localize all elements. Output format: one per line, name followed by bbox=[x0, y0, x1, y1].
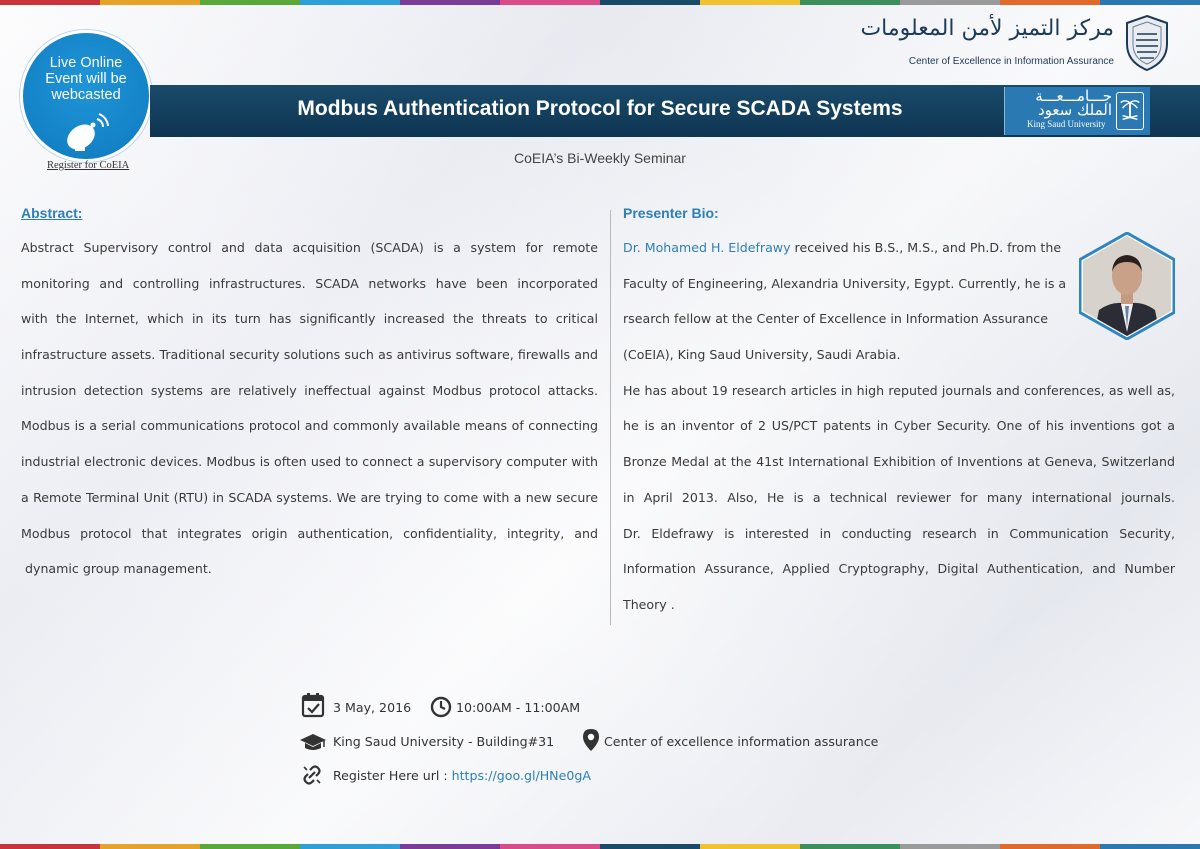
stripe-segment bbox=[600, 844, 700, 849]
stripe-segment bbox=[300, 0, 400, 5]
stripe-segment bbox=[900, 0, 1000, 5]
bio-line: Theory . bbox=[623, 596, 675, 612]
seminar-subtitle: CoEIA’s Bi-Weekly Seminar bbox=[514, 150, 686, 166]
stripe-segment bbox=[1000, 844, 1100, 849]
register-coeia-link[interactable]: Register for CoEIA bbox=[47, 160, 130, 171]
bio-line: Dr. Eldefrawy is interested in conducting research in Communication Security, bbox=[623, 525, 1175, 541]
bottom-color-stripe bbox=[0, 844, 1200, 849]
clock-icon bbox=[430, 696, 452, 718]
live-line-1: Live Online bbox=[49, 55, 123, 71]
stripe-segment bbox=[600, 0, 700, 5]
abstract-heading: Abstract: bbox=[21, 205, 83, 221]
event-date: 3 May, 2016 bbox=[333, 700, 412, 715]
abstract-line: with the Internet, which in its turn has significantly increased the threats to critical bbox=[21, 311, 598, 327]
calendar-icon bbox=[301, 692, 325, 718]
abstract-text bbox=[21, 238, 598, 595]
seminar-title: Modbus Authentication Protocol for Secure SCADA Systems bbox=[297, 97, 903, 120]
stripe-segment bbox=[1000, 0, 1100, 5]
bio-line: Faculty of Engineering, Alexandria University, Egypt. Currently, he is a bbox=[623, 275, 1067, 291]
stripe-segment bbox=[1100, 844, 1200, 849]
presenter-name: Dr. Mohamed H. Eldefrawy bbox=[623, 240, 791, 255]
event-venue: Center of excellence information assurance bbox=[604, 734, 879, 749]
ksu-arabic-line-2: الملك سعود bbox=[1037, 101, 1112, 119]
bio-line-1-rest: received his B.S., M.S., and Ph.D. from the bbox=[790, 240, 1062, 255]
bio-line: in April 2013. Also, He is a technical reviewer for many international journals. bbox=[623, 489, 1175, 505]
live-webcast-badge[interactable] bbox=[20, 30, 152, 162]
abstract-line: Modbus protocol that integrates origin authentication, confidentiality, integrity, and bbox=[21, 525, 598, 541]
abstract-line: dynamic group management. bbox=[25, 561, 212, 577]
ksu-arabic-line-1: جـــامـــعـــة bbox=[1035, 87, 1112, 105]
abstract-line: monitoring and controlling infrastructures. SCADA networks have been incorporated bbox=[21, 275, 598, 291]
stripe-segment bbox=[800, 844, 900, 849]
ksu-logo bbox=[1004, 87, 1150, 135]
coeia-english-name: Center of Excellence in Information Assurance bbox=[908, 56, 1114, 67]
link-icon bbox=[301, 764, 323, 786]
abstract-line: Abstract Supervisory control and data acquisition (SCADA) is a system for remote bbox=[21, 240, 598, 255]
bio-line bbox=[623, 238, 1065, 274]
ksu-english-name: King Saud University bbox=[1027, 119, 1106, 129]
stripe-segment bbox=[200, 844, 300, 849]
presenter-portrait bbox=[1079, 232, 1175, 340]
palm-emblem-icon bbox=[1116, 92, 1144, 130]
stripe-segment bbox=[0, 844, 100, 849]
bio-line: (CoEIA), King Saud University, Saudi Arabia. bbox=[623, 347, 901, 363]
stripe-segment bbox=[900, 844, 1000, 849]
live-line-3: webcasted bbox=[51, 87, 121, 103]
stripe-segment bbox=[800, 0, 900, 5]
register-url-link[interactable]: https://goo.gl/HNe0gA bbox=[451, 768, 591, 783]
graduation-cap-icon bbox=[299, 732, 327, 752]
register-line bbox=[333, 768, 591, 783]
coeia-logo bbox=[860, 14, 1170, 72]
title-banner bbox=[150, 85, 1200, 137]
bio-line: Bronze Medal at the 41st International Exhibition of Inventions at Geneva, Switzerland bbox=[623, 454, 1175, 470]
stripe-segment bbox=[400, 0, 500, 5]
live-line-2: Event will be bbox=[45, 71, 127, 87]
bio-line: Information Assurance, Applied Cryptography, Digital Authentication, and Number bbox=[623, 561, 1175, 577]
stripe-segment bbox=[500, 0, 600, 5]
stripe-segment bbox=[100, 844, 200, 849]
abstract-line: Modbus is a serial communications protocol and commonly available means of connecting bbox=[21, 418, 598, 434]
event-location: King Saud University - Building#31 bbox=[333, 734, 555, 749]
stripe-segment bbox=[1100, 0, 1200, 5]
event-time: 10:00AM - 11:00AM bbox=[456, 700, 581, 715]
stripe-segment bbox=[100, 0, 200, 5]
satellite-dish-icon bbox=[61, 111, 111, 155]
abstract-line: a Remote Terminal Unit (RTU) in SCADA systems. We are trying to come with a new secure bbox=[21, 489, 598, 505]
column-divider bbox=[610, 210, 611, 625]
abstract-line: industrial electronic devices. Modbus is often used to connect a supervisory computer with bbox=[21, 454, 598, 470]
bio-line: he is an inventor of 2 US/PCT patents in Cyber Security. One of his inventions got a bbox=[623, 418, 1175, 434]
stripe-segment bbox=[700, 0, 800, 5]
abstract-line: intrusion detection systems are relatively ineffectual against Modbus protocol attacks. bbox=[21, 382, 598, 398]
coeia-arabic-name: مركز التميز لأمن المعلومات bbox=[860, 16, 1114, 41]
bio-line: rsearch fellow at the Center of Excellence in Information Assurance bbox=[623, 311, 1048, 327]
register-label: Register Here url : bbox=[333, 768, 452, 783]
stripe-segment bbox=[400, 844, 500, 849]
map-pin-icon bbox=[582, 728, 600, 752]
bio-heading: Presenter Bio: bbox=[623, 205, 719, 221]
coeia-shield-icon bbox=[1124, 14, 1170, 72]
abstract-line: infrastructure assets. Traditional security solutions such as antivirus software, firewalls and bbox=[21, 347, 598, 363]
bio-line: He has about 19 research articles in high reputed journals and conferences, as well as, bbox=[623, 382, 1175, 398]
stripe-segment bbox=[700, 844, 800, 849]
stripe-segment bbox=[0, 0, 100, 5]
top-color-stripe bbox=[0, 0, 1200, 5]
stripe-segment bbox=[200, 0, 300, 5]
stripe-segment bbox=[500, 844, 600, 849]
stripe-segment bbox=[300, 844, 400, 849]
